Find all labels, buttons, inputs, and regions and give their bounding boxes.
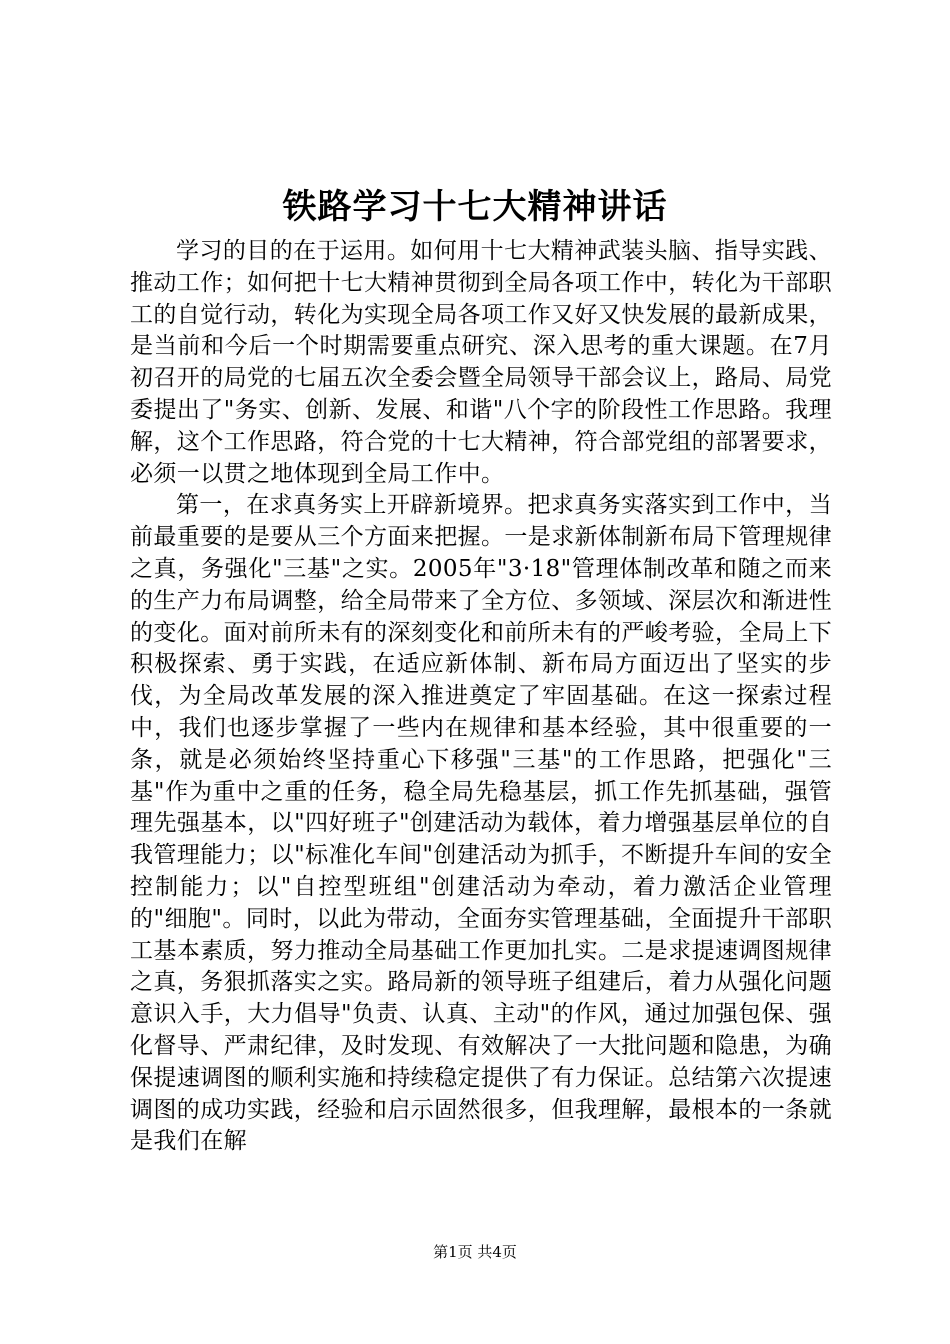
document-body bbox=[130, 236, 832, 1158]
document-title: 铁路学习十七大精神讲话 bbox=[282, 187, 668, 227]
page-footer: 第1页 共4页 bbox=[433, 1243, 517, 1261]
paragraph-1: 学习的目的在于运用。如何用十七大精神武装头脑、指导实践、推动工作；如何把十七大精神贯彻到全局各项工作中，转化为干部职工的自觉行动，转化为实现全局各项工作又好又快发展的最新成果，是当前和今后一个时期需要重点研究、深入思考的重大课题。在7月初召开的局党的七届五次全委会暨全局领导干部会议上，路局、局党委提出了"务实、创新、发展、和谐"八个字的阶段性工作思路。我理解，这个工作思路，符合党的十七大精神，符合部党组的部署要求，必须一以贯之地体现到全局工作中。 bbox=[130, 238, 832, 487]
paragraph-2: 第一，在求真务实上开辟新境界。把求真务实落实到工作中，当前最重要的是要从三个方面来把握。一是求新体制新布局下管理规律之真，务强化"三基"之实。2005年"3·18"管理体制改革和随之而来的生产力布局调整，给全局带来了全方位、多领域、深层次和渐进性的变化。面对前所未有的深刻变化和前所未有的严峻考验，全局上下积极探索、勇于实践，在适应新体制、新布局方面迈出了坚实的步伐，为全局改革发展的深入推进奠定了牢固基础。在这一探索过程中，我们也逐步掌握了一些内在规律和基本经验，其中很重要的一条，就是必须始终坚持重心下移强"三基"的工作思路，把强化"三基"作为重中之重的任务，稳全局先稳基层，抓工作先抓基础，强管理先强基本，以"四好班子"创建活动为载体，着力增强基层单位的自我管理能力；以"标准化车间"创建活动为抓手，不断提升车间的安全控制能力；以"自控型班组"创建活动为牵动，着力激活企业管理的"细胞"。同时，以此为带动，全面夯实管理基础，全面提升干部职工基本素质，努力推动全局基础工作更加扎实。二是求提速调图规律之真，务狠抓落实之实。路局新的领导班子组建后，着力从强化问题意识入手，大力倡导"负责、认真、主动"的作风，通过加强包保、强化督导、严肃纪律，及时发现、有效解决了一大批问题和隐患，为确保提速调图的顺利实施和持续稳定提供了有力保证。总结第六次提速调图的成功实践，经验和启示固然很多，但我理解，最根本的一条就是我们在解 bbox=[130, 492, 832, 1155]
